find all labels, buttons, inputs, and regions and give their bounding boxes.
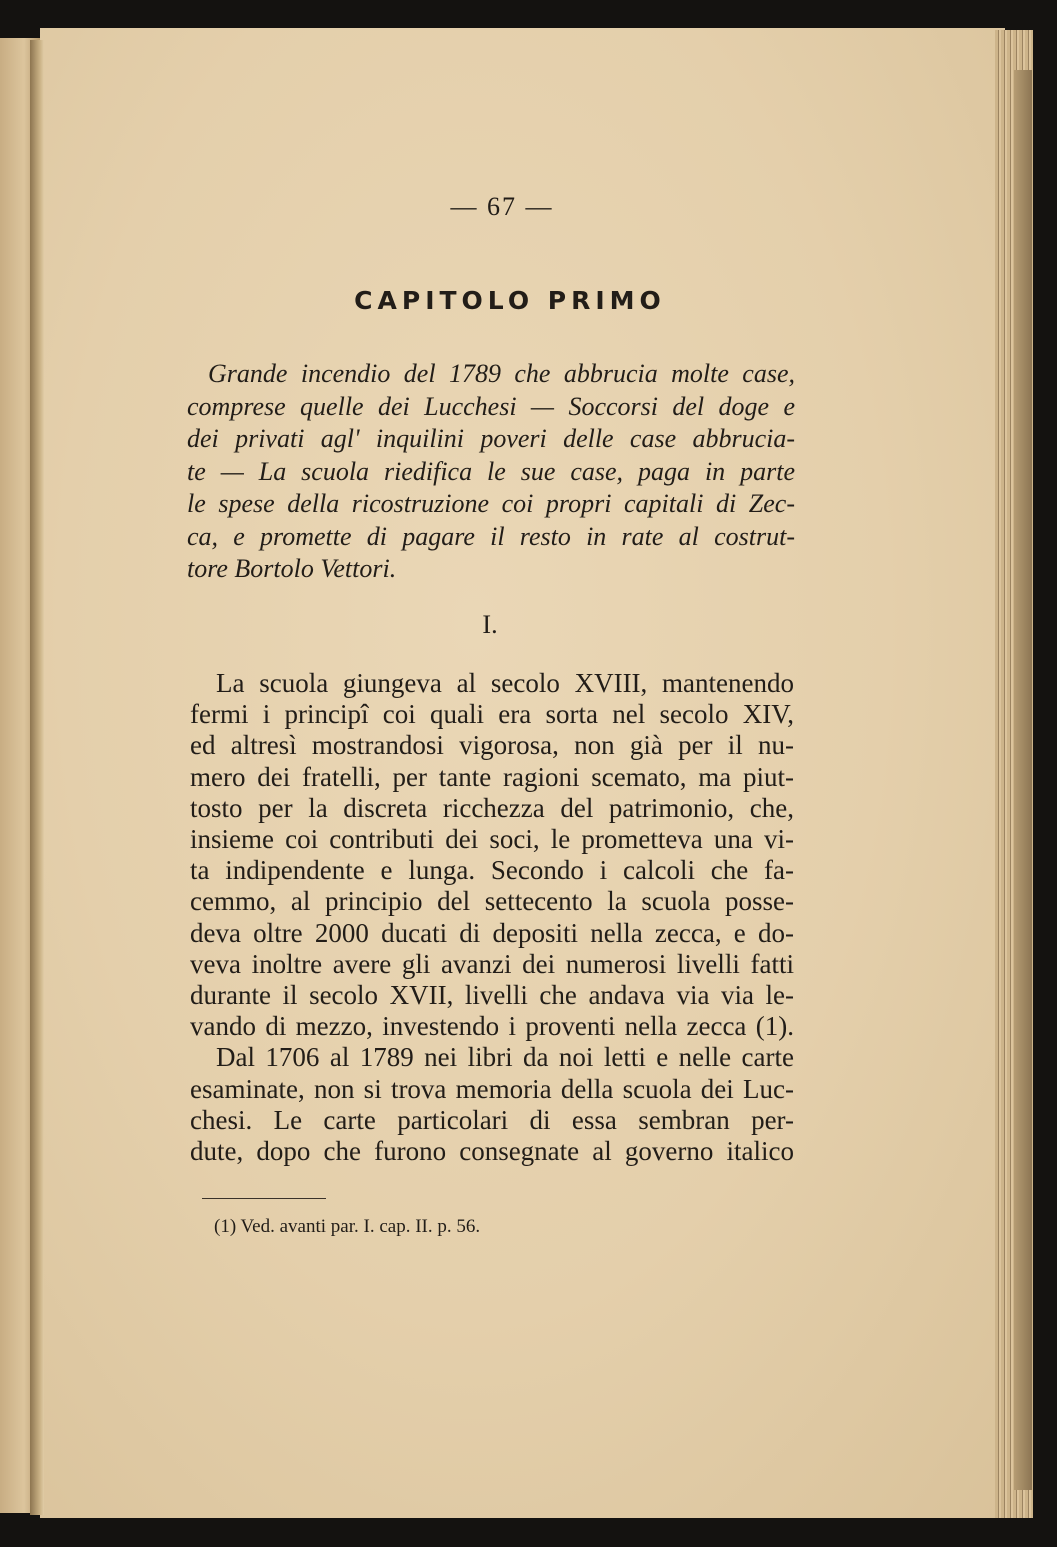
body-line: tosto per la discreta ricchezza del patrimonio, che, — [190, 792, 794, 823]
summary-line: dei privati agl' inquilini poveri delle case abbrucia- — [187, 424, 795, 453]
body-line: La scuola giungeva al secolo XVIII, mantenendo — [216, 668, 794, 698]
body-line: esaminate, non si trova memoria della scuola dei Luc- — [190, 1073, 794, 1104]
chapter-title: CAPITOLO PRIMO — [354, 286, 666, 315]
body-line: deva oltre 2000 ducati di depositi nella zecca, e do- — [190, 917, 794, 948]
body-line: ta indipendente e lunga. Secondo i calcoli che fa- — [190, 855, 794, 886]
page-stack-shadow — [1014, 70, 1032, 1490]
summary-line: ca, e promette di pagare il resto in rate al costrut- — [187, 521, 795, 551]
body-line: fermi i principî coi quali era sorta nel secolo XIV, — [190, 699, 794, 730]
body-line: insieme coi contributi dei soci, le prometteva una vi- — [190, 824, 794, 855]
footnote-divider — [202, 1198, 326, 1199]
chapter-summary — [187, 358, 795, 586]
summary-line: te — La scuola riedifica le sue case, paga in parte — [187, 456, 795, 486]
body-paragraphs — [190, 668, 794, 1167]
summary-line: comprese quelle dei Lucchesi — Soccorsi del doge e — [187, 391, 795, 421]
body-line: Dal 1706 al 1789 nei libri da noi letti e nelle carte — [216, 1042, 794, 1073]
body-line: mero dei fratelli, per tante ragioni scemato, ma piut- — [190, 761, 794, 792]
body-line: vando di mezzo, investendo i proventi nella zecca (1). — [190, 1011, 794, 1042]
summary-line: le spese della ricostruzione coi propri capitali di Zec- — [187, 489, 795, 518]
page-number: — 67 — — [450, 192, 554, 221]
body-line: ed altresì mostrandosi vigorosa, non già per il nu- — [190, 730, 794, 761]
page-content — [40, 28, 1005, 1518]
body-line: dute, dopo che furono consegnate al governo italico — [190, 1136, 794, 1167]
body-line: cemmo, al principio del settecento la scuola posse- — [190, 886, 794, 917]
summary-line: tore Bortolo Vettori. — [187, 554, 397, 583]
section-number: I. — [482, 610, 498, 639]
summary-line: Grande incendio del 1789 che abbrucia molte case, — [208, 359, 795, 388]
body-line: durante il secolo XVII, livelli che andava via via le- — [190, 980, 794, 1011]
body-line: chesi. Le carte particolari di essa sembran per- — [190, 1104, 794, 1135]
footnote: (1) Ved. avanti par. I. cap. II. p. 56. — [214, 1216, 481, 1237]
body-line: veva inoltre avere gli avanzi dei numerosi livelli fatti — [190, 948, 794, 979]
